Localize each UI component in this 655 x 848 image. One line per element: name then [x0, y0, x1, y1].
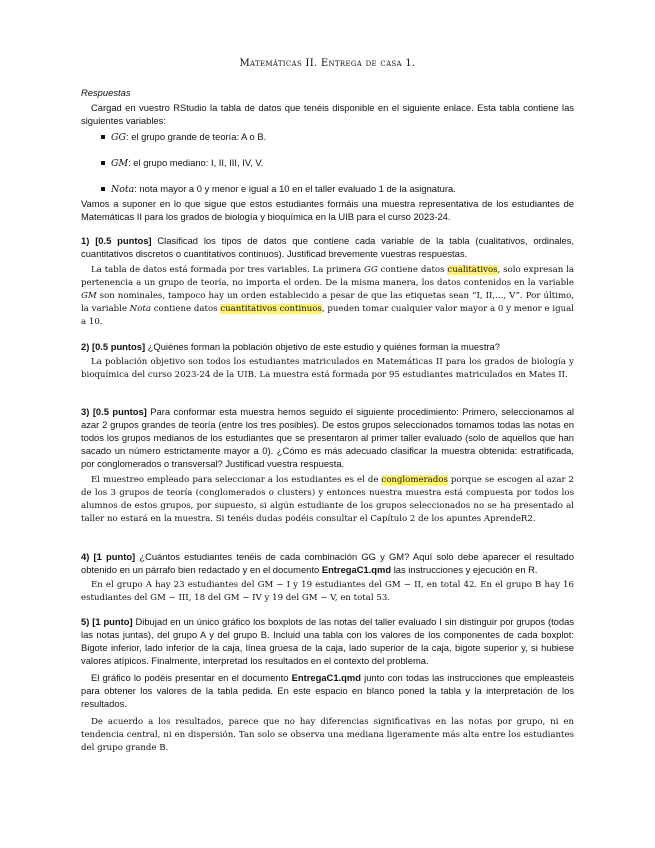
note-5: El gráfico lo podéis presentar en el documento EntregaC1.qmd junto con todas las instrucciones que empleasteis para obtener los valores de la tabla pedida. En este espacio en blanco poned la tabla y la interpretación de los resultados.	[81, 672, 575, 709]
answer-5: De acuerdo a los resultados, parece que no hay diferencias significativas en las notas por grupo, ni en tendencia central, ni en dispersión. Tan solo se observa una mediana ligeramente más alta entre los estudiantes del grupo grande B.	[81, 717, 574, 753]
answer-1: La tabla de datos está formada por tres variables. La primera GG contiene datos cualitativos, solo expresan la pertenencia a un grupo de teoría, no importa el orden. De la misma manera, los datos contenidos en la variable GM son nominales, tampoco hay un orden establecido a pesar de que las etiquetas sean “I, II,..., V”. Por último, la variable Nota contiene datos cuantitativos continuos, pueden tomar cualquier valor mayor a 0 y menor e igual a 10.	[81, 265, 574, 327]
highlight-cualitativos: cualitativos	[447, 265, 498, 275]
question-1: 1) [0.5 puntos] Clasificad los tipos de datos que contiene cada variable de la tabla (cualitativos, ordinales, cuantitativos discretos o cuantitativos continuos). Justificad brevemente vuestras respuestas.	[81, 235, 575, 259]
document-title: Matemáticas II. Entrega de casa 1.	[239, 58, 416, 69]
answer-2: La población objetivo son todos los estudiantes matriculados en Matemáticas II para los grados de biología y bioquímica del curso 2023-24 de la UIB. La muestra está formada por 95 estudiantes matriculados en Mates II.	[81, 357, 574, 380]
highlight-cuantitativos: cuantitativos continuos	[220, 304, 322, 314]
list-item: Nota: nota mayor a 0 y menor e igual a 10 en el taller evaluado 1 de la asignatura.	[101, 182, 571, 196]
answer-4: En el grupo A hay 23 estudiantes del GM − I y 19 estudiantes del GM − II, en total 42. En el grupo B hay 16 estudiantes del GM − III, 18 del GM − IV y 19 del GM − V, en total 53.	[81, 580, 574, 603]
list-item: GG: el grupo grande de teoría: A o B.	[101, 130, 571, 144]
suppose-paragraph: Vamos a suponer en lo que sigue que estos estudiantes formáis una muestra representativa de los estudiantes de Matemáticas II para los grados de biología y bioquímica en la UIB para el curso 2023-24.	[81, 198, 574, 222]
question-2: 2) [0.5 puntos] ¿Quiénes forman la población objetivo de este estudio y quiénes forman la muestra?	[81, 341, 500, 352]
question-4: 4) [1 punto] ¿Cuántos estudiantes tenéis de cada combinación GG y GM? Aquí solo debe aparecer el resultado obtenido en un párrafo bien redactado y en el documento EntregaC1.qmd las instrucciones y ejecución en R.	[81, 551, 574, 575]
question-3: 3) [0.5 puntos] Para conformar esta muestra hemos seguido el siguiente procedimiento: Primero, seleccionamos al azar 2 grupos grandes de teoría (entre los tres posibles). De estos grupos seleccionados tomamos todas las notas en todos los grupos medianos de los estudiantes que se presentaron al primer taller evaluado (solo de aquellos que han sacado un número estrictamente mayor a 0). ¿Cómo es más adecuado clasificar la muestra obtenida: estratificada, por conglomerados o transversal? Justificad vuestra respuesta.	[81, 406, 574, 469]
file-name: EntregaC1.qmd	[321, 564, 392, 575]
respuestas-label: Respuestas	[81, 87, 131, 98]
highlight-conglomerados: conglomerados	[381, 475, 448, 485]
question-5: 5) [1 punto] Dibujad en un único gráfico los boxplots de las notas del taller evaluado I sin distinguir por grupos (todas las notas juntas), del grupo A y del grupo B. Incluid una tabla con los valores de los componentes de cada boxplot: Bigote inferior, lado inferior de la caja, línea gruesa de la caja, lado superior de la caja, bigote superior y, si hubiese valores atípicos. Finalmente, interpretad los resultados en el contexto del problema.	[81, 616, 575, 666]
answer-3: El muestreo empleado para seleccionar a los estudiantes es el de conglomerados porque se escogen al azar 2 de los 3 grupos de teoría (conglomerados o clusters) y entonces nuestra muestra está compuesta por todos los alumnos de estos grupos, por supuesto, si algún estudiante de los grupos seleccionados no se ha presentado al taller no estará en la muestra. Si tenéis dudas podéis consultar el Capítulo 2 de los apuntes AprendeR2.	[81, 475, 574, 524]
file-name: EntregaC1.qmd	[291, 672, 361, 683]
intro-paragraph: Cargad en vuestro RStudio la tabla de datos que tenéis disponible en el siguiente enlace. Esta tabla contiene las siguientes variables:	[81, 102, 574, 126]
list-item: GM: el grupo mediano: I, II, III, IV, V.	[101, 156, 571, 170]
variables-list	[101, 130, 571, 205]
